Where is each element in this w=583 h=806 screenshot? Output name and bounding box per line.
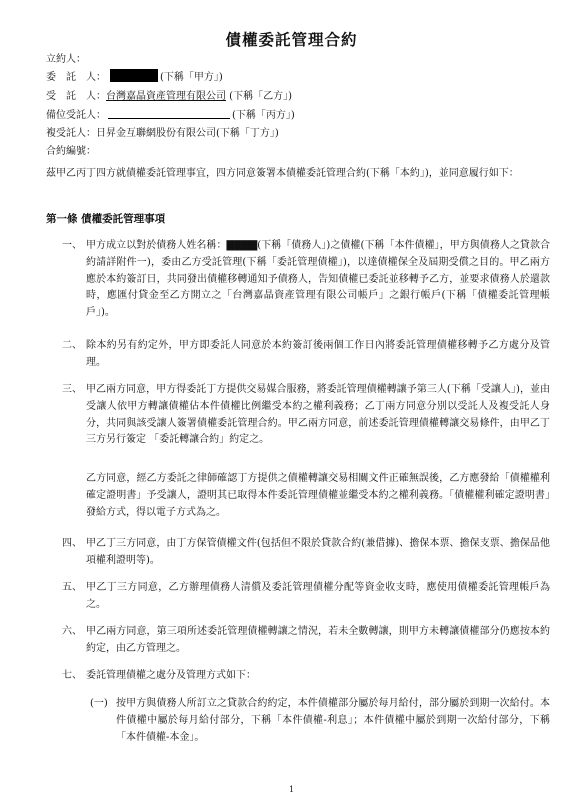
trustee-line bbox=[46, 87, 292, 102]
article-heading: 第一條 債權委託管理事項 bbox=[46, 213, 166, 225]
page-title: 債權委託管理合約 bbox=[225, 31, 358, 49]
assignee-name: 日昇金互聯網股份有限公司(下稱「丁方」) bbox=[96, 128, 279, 139]
sub-list-item: (一) 按甲方與債務人所訂立之貸款合約約定，本件債權部分屬於每月給付，部分屬於到期一次給付。本件債權中屬於每月給付部分，下稱「本件債權-利息」；本件債權中屬於到期一次給付部分，下稱「本件債權-本金」。 bbox=[90, 698, 550, 743]
list-item: 六、 甲乙兩方同意，第三項所述委託管理債權轉讓之情況，若未全數轉讓，則甲方未轉讓債權部分仍應按本約約定，由乙方管理之。 bbox=[62, 626, 550, 654]
trustee-suffix: (下稱「乙方」) bbox=[226, 91, 292, 102]
trustee-label: 受 託 人： bbox=[46, 91, 106, 102]
contract-no-label: 合約編號： bbox=[46, 146, 96, 157]
entrustor-label: 委 託 人： bbox=[46, 72, 106, 83]
list-item: 五、 甲乙丁三方同意，乙方辦理債務人清償及委託管理債權分配等資金收支時，應使用債權委託管理帳戶為之。 bbox=[62, 582, 550, 610]
entrustor-line bbox=[46, 68, 223, 83]
trustee-name: 台灣嘉晶資產管理有限公司 bbox=[106, 91, 226, 102]
list-item: 三、 甲乙兩方同意，甲方得委託丁方提供交易媒合服務，將委託管理債權轉讓予第三人(下稱「受讓人」)，並由受讓人依甲方轉讓債權佔本件債權比例繼受本約之權利義務；乙丁兩方同意分別以受託人及複受託人身分，共同與該受讓人簽署債權委託管理合約。甲乙兩方同意，前述委託管理債權轉讓交易條件，由甲乙丁三方另行簽定 「委託轉讓合約」約定之。 bbox=[62, 384, 550, 446]
list-item: 二、 除本約另有約定外，甲方即委託人同意於本約簽訂後兩個工作日內將委託管理債權移轉予乙方處分及管理。 bbox=[62, 340, 550, 368]
intro-paragraph: 茲甲乙丙丁四方就債權委託管理事宜，四方同意簽署本債權委託管理合約(下稱「本約」)，並同意履行如下： bbox=[46, 168, 519, 179]
list-item: 一、 甲方成立以對於債務人姓名稱：▇▇▇▇(下稱「債務人」)之債權(下稱「本件債權」，甲方與債務人之貸款合約請詳附件一)，委由乙方受託管理(下稱「委託管理債權」)，以達債權保全及屆期受償之目的。甲乙兩方應於本約簽訂日，共同發出債權移轉通知予債務人，告知債權已委託並移轉予乙方，並要求債務人於還款時，應匯付貸金至乙方開立之「台灣嘉晶資產管理有限公司帳戶」之銀行帳戶(下稱「債權委託管理帳戶」)。 bbox=[62, 240, 550, 319]
assignee-line bbox=[46, 124, 279, 139]
list-item: 七、 委託管理債權之處分及管理方式如下： bbox=[62, 670, 256, 681]
list-item: 四、 甲乙丁三方同意，由丁方保管債權文件(包括但不限於貸款合約(兼借據)、擔保本票、擔保支票、擔保品他項權利證明等)。 bbox=[62, 538, 550, 566]
entrustor-suffix: (下稱「甲方」) bbox=[160, 72, 223, 83]
list-item: 乙方同意，經乙方委託之律師確認丁方提供之債權轉讓交易相關文件正確無誤後，乙方應發給「債權權利確定證明書」予受讓人，證明其已取得本件委託管理債權並繼受本約之權利義務。「債權權利確定證明書」發給方式，得以電子方式為之。 bbox=[86, 473, 550, 518]
blank-line bbox=[108, 108, 230, 119]
creditor-label: 備位受託人： bbox=[46, 110, 106, 121]
redacted-name bbox=[110, 69, 158, 82]
parties-header: 立約人： bbox=[46, 54, 86, 65]
assignee-label: 複受託人： bbox=[46, 128, 96, 139]
creditor-line bbox=[46, 106, 295, 121]
creditor-suffix: (下稱「丙方」) bbox=[232, 110, 295, 121]
page-number: 1 bbox=[288, 785, 295, 794]
